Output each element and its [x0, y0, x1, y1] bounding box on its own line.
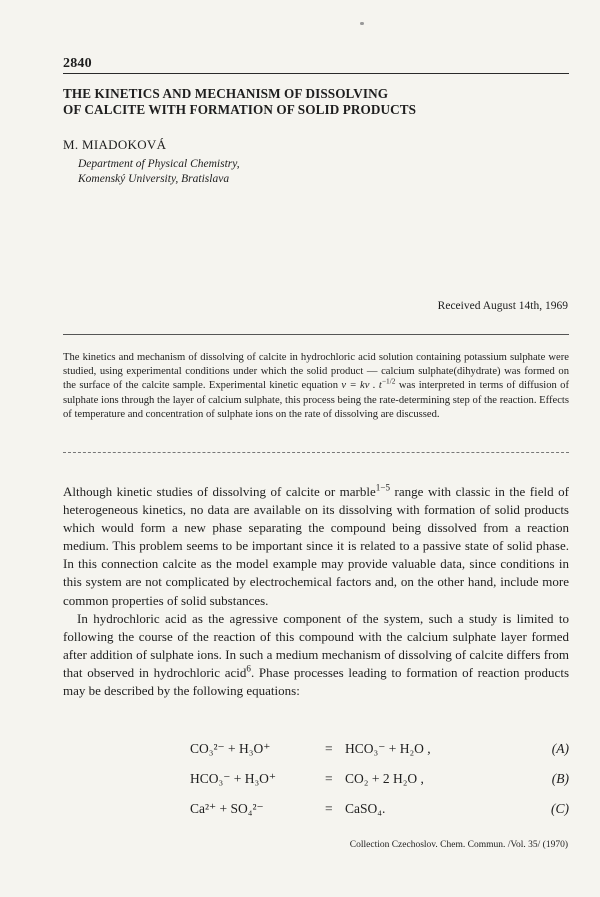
equation-b-lhs: HCO₃⁻ + H₃O⁺ [190, 771, 277, 786]
equation-c-lhs: Ca²⁺ + SO₄²⁻ [190, 801, 264, 816]
affiliation-line-1: Department of Physical Chemistry, [78, 158, 240, 170]
page-number: 2840 [63, 56, 92, 71]
equation-b-rhs: CO₂ + 2 H₂O , [345, 771, 424, 786]
equation-c-operator: = [325, 801, 333, 816]
affiliation-line-2: Komenský University, Bratislava [78, 173, 230, 185]
abstract-text-2: was formed on the surface of the calcite sample. Experimental kinetic equation [63, 366, 569, 392]
paragraph-2-text-b: . Phase processes leading to formation of reaction products may be described by the following equations: [63, 664, 569, 699]
reference-1-5: 1−5 [375, 482, 391, 493]
equation-c [63, 801, 569, 823]
equation-a-operator: = [325, 741, 333, 756]
equation-a-label: (A) [551, 741, 569, 756]
equation-b-label: (B) [551, 771, 569, 786]
abstract-text-1: The kinetics and mechanism of dissolving of calcite in hydrochloric acid solution containing potassium sulphate were studied, using experimental conditions under which the solid product — calcium sulphate(dihydrate) [63, 352, 569, 378]
body-text [63, 483, 569, 700]
equation-a-lhs: CO₃²⁻ + H₃O⁺ [190, 741, 271, 756]
paragraph-2-text-a: In hydrochloric acid as the agressive component of the system, such a study is limited to following the course of the reaction of this compound with the calcium sulphate layer formed after addition of sulphate ions. In such a medium mechanism of dissolving of calcite differs from that observed in hydrochloric acid [63, 610, 569, 680]
affiliation [78, 157, 240, 187]
equation-b [63, 771, 569, 793]
reference-6: 6 [246, 663, 251, 674]
article-title [63, 86, 563, 118]
equation-a-rhs: HCO₃⁻ + H₂O , [345, 741, 431, 756]
kinetic-equation: v = kv . t [341, 380, 382, 392]
paragraph-1 [63, 483, 569, 610]
equation-b-operator: = [325, 771, 333, 786]
title-line-2: OF CALCITE WITH FORMATION OF SOLID PRODUCTS [63, 102, 417, 117]
received-date: Received August 14th, 1969 [437, 300, 568, 312]
title-line-1: THE KINETICS AND MECHANISM OF DISSOLVING [63, 86, 389, 101]
abstract-bottom-rule [63, 452, 569, 453]
kinetic-exponent: −1/2 [381, 376, 396, 386]
paragraph-2 [63, 610, 569, 700]
equation-c-rhs: CaSO₄. [345, 801, 386, 816]
header-rule [63, 73, 569, 74]
abstract-top-rule [63, 334, 569, 335]
abstract [63, 351, 569, 422]
abstract-text-3: was interpreted in terms of diffusion of sulphate ions through the layer of calcium sulphate, this process being the rate-determining step of the reaction. Effects of temperature and concentration of sulphate ions on the rate of dissolving are discussed. [63, 380, 569, 420]
scan-speck [360, 22, 364, 25]
equation-c-label: (C) [551, 801, 569, 816]
equation-a [63, 741, 569, 763]
paragraph-1-text-b: range with classic in the field of heterogeneous kinetics, no data are available on its dissolving with formation of solid products which would form a new phase separating the compound being dissolved from a reaction medium. This problem seems to be important since it is related to a passive state of solid phase. In this connection calcite as the model example may provide valuable data, since conditions in this system are not complicated by electrochemical factors and, on the other hand, include more common properties of solid substances. [63, 484, 569, 608]
journal-citation: Collection Czechoslov. Chem. Commun. /Vol. 35/ (1970) [349, 840, 568, 850]
paragraph-1-text-a: Although kinetic studies of dissolving of calcite or marble [63, 484, 376, 499]
author-name: M. MIADOKOVÁ [63, 137, 167, 152]
